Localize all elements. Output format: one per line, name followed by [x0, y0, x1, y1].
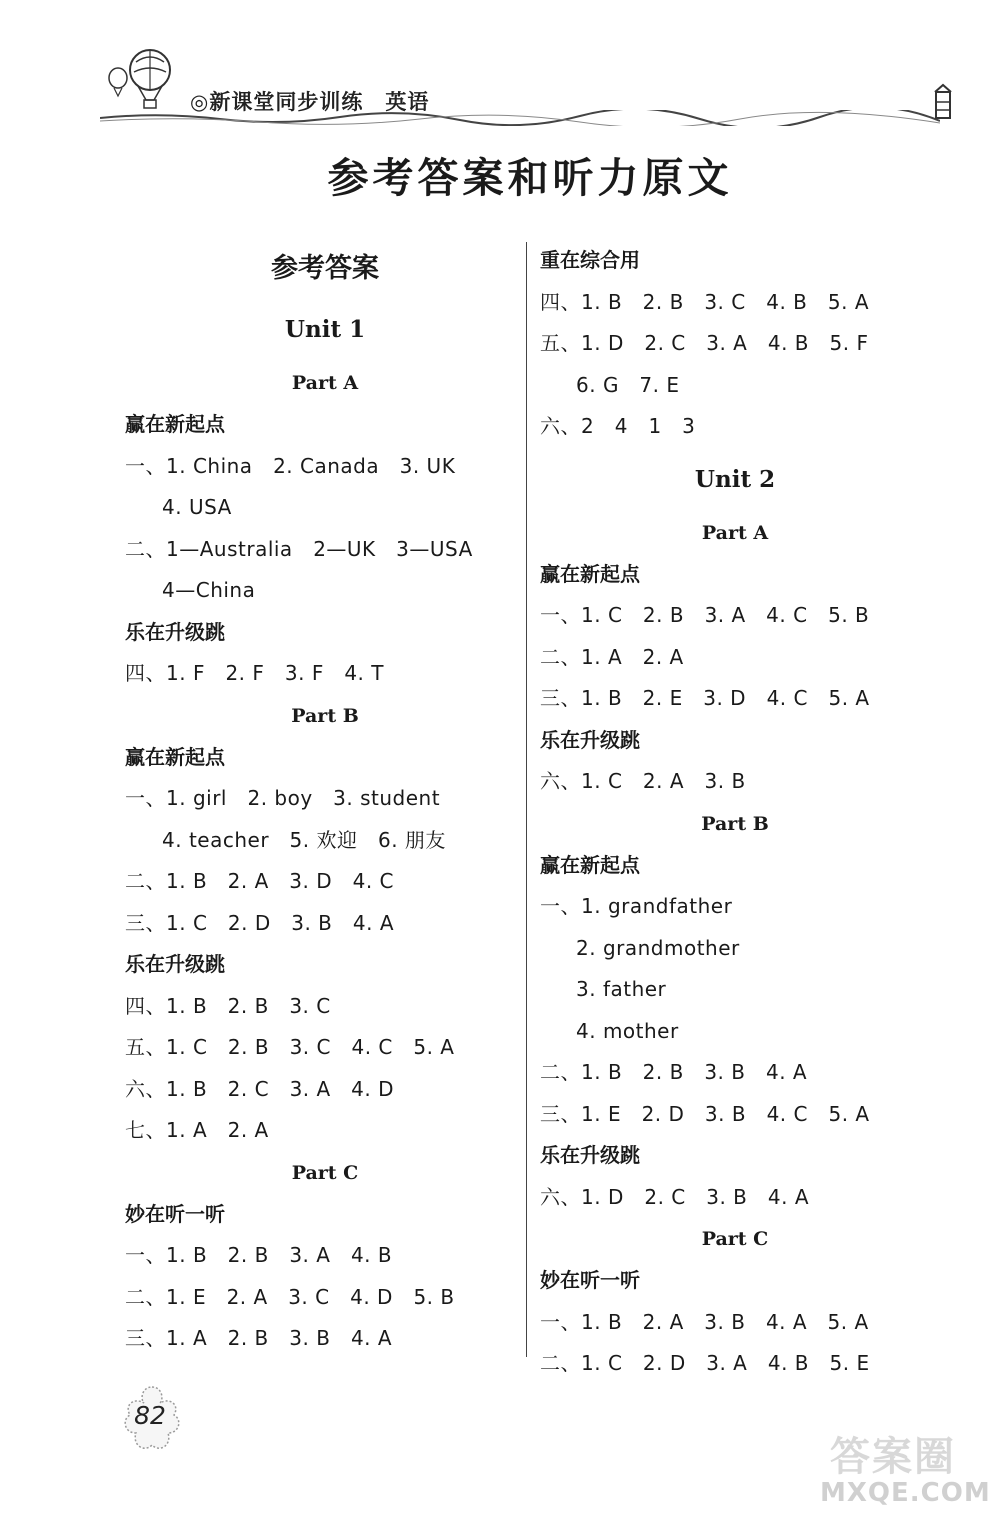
answer-line: 四、1. F 2. F 3. F 4. T — [125, 661, 384, 685]
subsection-heading: 乐在升级跳 — [540, 727, 640, 752]
answer-line: 二、1. B 2. B 3. B 4. A — [540, 1060, 808, 1084]
watermark-site: MXQE.COM — [820, 1478, 991, 1508]
answer-line: 三、1. C 2. D 3. B 4. A — [125, 910, 395, 935]
answer-line: 二、1. A 2. A — [540, 644, 684, 669]
answer-line: 一、1. B 2. B 3. A 4. B — [125, 1243, 393, 1267]
answer-line: 一、1. China 2. Canada 3. UK — [125, 453, 456, 478]
page-number-badge — [120, 1383, 184, 1459]
page-header — [0, 0, 1000, 150]
answer-line: 一、1. grandfather — [540, 894, 733, 918]
answer-line: 6. G 7. E — [576, 372, 680, 397]
series-name: ◎新课堂同步训练 — [190, 90, 364, 114]
answer-line: 4. USA — [162, 495, 232, 519]
answer-line: 四、1. B 2. B 3. C 4. B 5. A — [540, 289, 870, 314]
answer-line: 二、1. C 2. D 3. A 4. B 5. E — [540, 1351, 870, 1375]
left-column — [125, 240, 525, 1360]
answer-line: 2. grandmother — [576, 935, 740, 960]
answer-line: 七、1. A 2. A — [125, 1118, 269, 1142]
part-heading: Part C — [291, 1161, 359, 1184]
part-heading: Part A — [701, 521, 769, 544]
answer-line: 三、1. B 2. E 3. D 4. C 5. A — [540, 686, 870, 710]
subsection-heading: 赢在新起点 — [540, 852, 640, 877]
unit-heading: Unit 1 — [284, 316, 366, 343]
part-heading: Part B — [291, 704, 359, 727]
right-column — [540, 240, 940, 1385]
answer-line: 六、1. C 2. A 3. B — [540, 769, 746, 793]
subsection-heading: 赢在新起点 — [125, 744, 225, 769]
hot-air-balloon-icon — [100, 48, 180, 118]
answer-line: 六、1. B 2. C 3. A 4. D — [125, 1076, 395, 1101]
section-title: 参考答案 — [271, 253, 379, 284]
corner-decoration-icon — [933, 82, 953, 122]
watermark-logo: 答案圈 — [830, 1434, 956, 1480]
answer-line: 二、1. E 2. A 3. C 4. D 5. B — [125, 1284, 455, 1309]
page-number: 82 — [134, 1401, 166, 1430]
part-heading: Part A — [291, 372, 359, 394]
answer-line: 4. mother — [576, 1018, 679, 1043]
answer-line: 3. father — [576, 977, 667, 1001]
header-divider-line — [100, 110, 940, 126]
subsection-heading: 赢在新起点 — [540, 561, 640, 586]
answer-line: 4. teacher 5. 欢迎 6. 朋友 — [162, 827, 446, 852]
subsection-heading: 重在综合用 — [540, 248, 640, 272]
page-title: 参考答案和听力原文 — [327, 154, 733, 202]
subsection-heading: 乐在升级跳 — [540, 1143, 640, 1167]
part-heading: Part C — [701, 1228, 769, 1250]
unit-heading: Unit 2 — [694, 465, 776, 493]
answer-line: 六、1. D 2. C 3. B 4. A — [540, 1184, 810, 1209]
answer-line: 五、1. C 2. B 3. C 4. C 5. A — [125, 1035, 455, 1059]
subsection-heading: 赢在新起点 — [125, 412, 225, 436]
answer-line: 二、1. B 2. A 3. D 4. C — [125, 869, 395, 893]
answer-line: 4—China — [162, 578, 256, 602]
answer-line: 三、1. E 2. D 3. B 4. C 5. A — [540, 1101, 870, 1126]
subsection-heading: 乐在升级跳 — [125, 952, 225, 976]
answer-line: 一、1. girl 2. boy 3. student — [125, 786, 441, 810]
subsection-heading: 妙在听一听 — [125, 1201, 225, 1226]
answer-line: 五、1. D 2. C 3. A 4. B 5. F — [540, 331, 869, 355]
subject-label: 英语 — [385, 90, 430, 114]
answer-line: 四、1. B 2. B 3. C — [125, 993, 331, 1018]
column-divider — [526, 242, 527, 1357]
answer-line: 一、1. C 2. B 3. A 4. C 5. B — [540, 603, 870, 627]
answer-line: 六、2 4 1 3 — [540, 414, 696, 438]
answer-line: 一、1. B 2. A 3. B 4. A 5. A — [540, 1309, 869, 1334]
subsection-heading: 妙在听一听 — [540, 1268, 640, 1292]
part-heading: Part B — [701, 812, 769, 835]
answer-line: 二、1—Australia 2—UK 3—USA — [125, 536, 473, 561]
subsection-heading: 乐在升级跳 — [125, 619, 225, 644]
answer-line: 三、1. A 2. B 3. B 4. A — [125, 1326, 393, 1350]
